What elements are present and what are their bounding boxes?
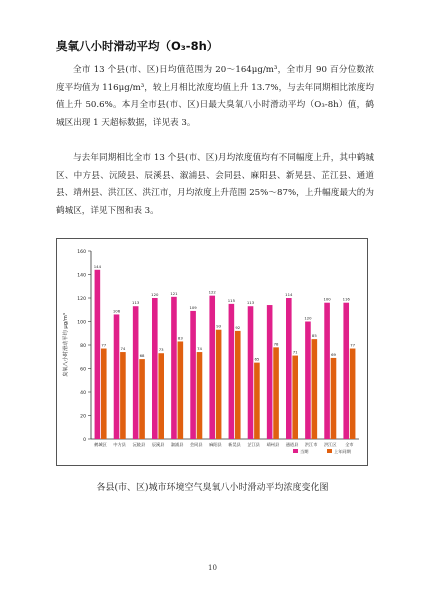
chart-frame <box>56 238 368 466</box>
bar-last-year <box>158 353 164 439</box>
data-label: 69 <box>331 351 336 357</box>
ozone-bar-chart <box>57 239 367 465</box>
bar-current <box>114 314 120 439</box>
data-label: 71 <box>292 349 298 355</box>
data-label: 106 <box>112 308 121 314</box>
legend-label: 上年同期 <box>334 449 351 454</box>
x-tick-label: 全市 <box>345 442 354 447</box>
data-label: 114 <box>285 292 293 297</box>
y-tick-label: 40 <box>80 391 86 396</box>
x-tick-label: 靖州县 <box>266 442 280 447</box>
section-heading: 臭氧八小时滑动平均（O₃-8h） <box>56 39 219 53</box>
x-tick-label: 鹤城区 <box>94 442 107 447</box>
data-label: 144 <box>93 263 101 269</box>
data-label: 77 <box>350 342 356 348</box>
bar-current <box>190 311 196 439</box>
bar-last-year <box>216 330 222 439</box>
bar-last-year <box>197 352 203 439</box>
y-tick-label: 60 <box>80 367 86 373</box>
y-axis-label: 臭氧八小时滑动平均 μg/m³ <box>63 313 69 377</box>
bar-current <box>171 297 177 439</box>
data-label: 92 <box>235 324 241 330</box>
bar-current <box>286 298 292 439</box>
data-label: 74 <box>120 346 126 352</box>
data-label: 122 <box>208 289 216 295</box>
page-number: 10 <box>208 564 217 572</box>
bar-last-year <box>101 349 107 439</box>
bar-current <box>209 296 215 439</box>
data-label: 93 <box>216 323 222 329</box>
bar-last-year <box>139 359 145 439</box>
bar-current <box>152 298 158 439</box>
data-label: 100 <box>323 296 331 302</box>
bar-current <box>324 303 330 439</box>
x-tick-label: 辰溪县 <box>151 442 165 447</box>
data-label: 121 <box>170 290 178 296</box>
x-tick-label: 洪江区 <box>323 442 337 447</box>
figure-caption: 各县(市、区)城市环境空气臭氧八小时滑动平均浓度变化图 <box>96 483 329 493</box>
paragraph-1: 全市 13 个县(市、区)日均值范围为 20～164μg/m³，全市月 90 百分位数浓度平均值为 116μg/m³，较上月相比浓度均值上升 13.7%，与去年同期相比浓度均值上升 50.6%。本月全市县(市、区)日最大臭氧八小时滑动平均（O₃-8h）值，鹤城区出现 1 天超标数据，详见表 3。 <box>56 65 374 128</box>
x-tick-label: 会同县 <box>189 442 203 447</box>
x-tick-label: 通道县 <box>285 442 299 447</box>
y-tick-label: 80 <box>80 344 86 349</box>
data-label: 113 <box>246 300 255 306</box>
y-tick-label: 100 <box>77 320 86 326</box>
data-label: 78 <box>273 341 279 347</box>
bar-last-year <box>120 352 126 439</box>
x-tick-label: 麻阳县 <box>209 442 222 447</box>
bar-last-year <box>178 341 184 439</box>
data-label: 120 <box>151 292 159 297</box>
legend-swatch <box>293 449 298 453</box>
data-label: 116 <box>342 296 350 302</box>
x-tick-label: 中方县 <box>113 442 127 447</box>
data-label: 85 <box>311 333 317 339</box>
data-label: 120 <box>304 315 312 321</box>
x-tick-label: 洪江市 <box>304 442 318 447</box>
legend-swatch <box>327 449 332 453</box>
y-tick-label: 20 <box>80 414 86 420</box>
x-tick-label: 新晃县 <box>228 442 241 447</box>
data-label: 73 <box>158 347 164 353</box>
data-label: 77 <box>101 342 107 348</box>
y-tick-label: 120 <box>77 297 86 302</box>
bar-last-year <box>331 358 337 439</box>
bar-current <box>305 322 311 440</box>
y-tick-label: 0 <box>83 438 86 443</box>
y-tick-label: 140 <box>77 273 86 279</box>
bar-current <box>229 304 235 439</box>
bar-current <box>267 305 273 439</box>
data-label: 115 <box>227 297 235 303</box>
bar-last-year <box>350 349 356 439</box>
data-label: 83 <box>177 335 183 341</box>
data-label: 68 <box>139 353 145 359</box>
bar-last-year <box>235 331 241 439</box>
bar-current <box>133 306 139 439</box>
data-label: 113 <box>132 300 140 306</box>
data-label: 65 <box>254 356 260 362</box>
bar-last-year <box>292 356 298 439</box>
bar-last-year <box>273 347 279 439</box>
bar-last-year <box>312 339 318 439</box>
legend-label: 当期 <box>300 449 309 454</box>
x-tick-label: 溆浦县 <box>170 442 184 447</box>
data-label: 74 <box>197 346 202 352</box>
bar-last-year <box>254 363 260 439</box>
x-tick-label: 沅陵县 <box>132 442 146 447</box>
x-tick-label: 芷江县 <box>247 442 261 447</box>
bar-current <box>95 270 101 439</box>
bar-current <box>248 306 254 439</box>
bar-current <box>343 303 349 439</box>
paragraph-2: 与去年同期相比全市 13 个县(市、区)月均浓度值均有不同幅度上升，其中鹤城区、中方县、沅陵县、辰溪县、溆浦县、会同县、麻阳县、新晃县、芷江县、通道县、靖州县、洪江区、洪江市，月均浓度上升范围 25%～87%，上升幅度最大的为鹤城区，详见下图和表 3。 <box>56 153 374 216</box>
data-label: 109 <box>189 304 197 310</box>
y-tick-label: 160 <box>77 250 86 255</box>
